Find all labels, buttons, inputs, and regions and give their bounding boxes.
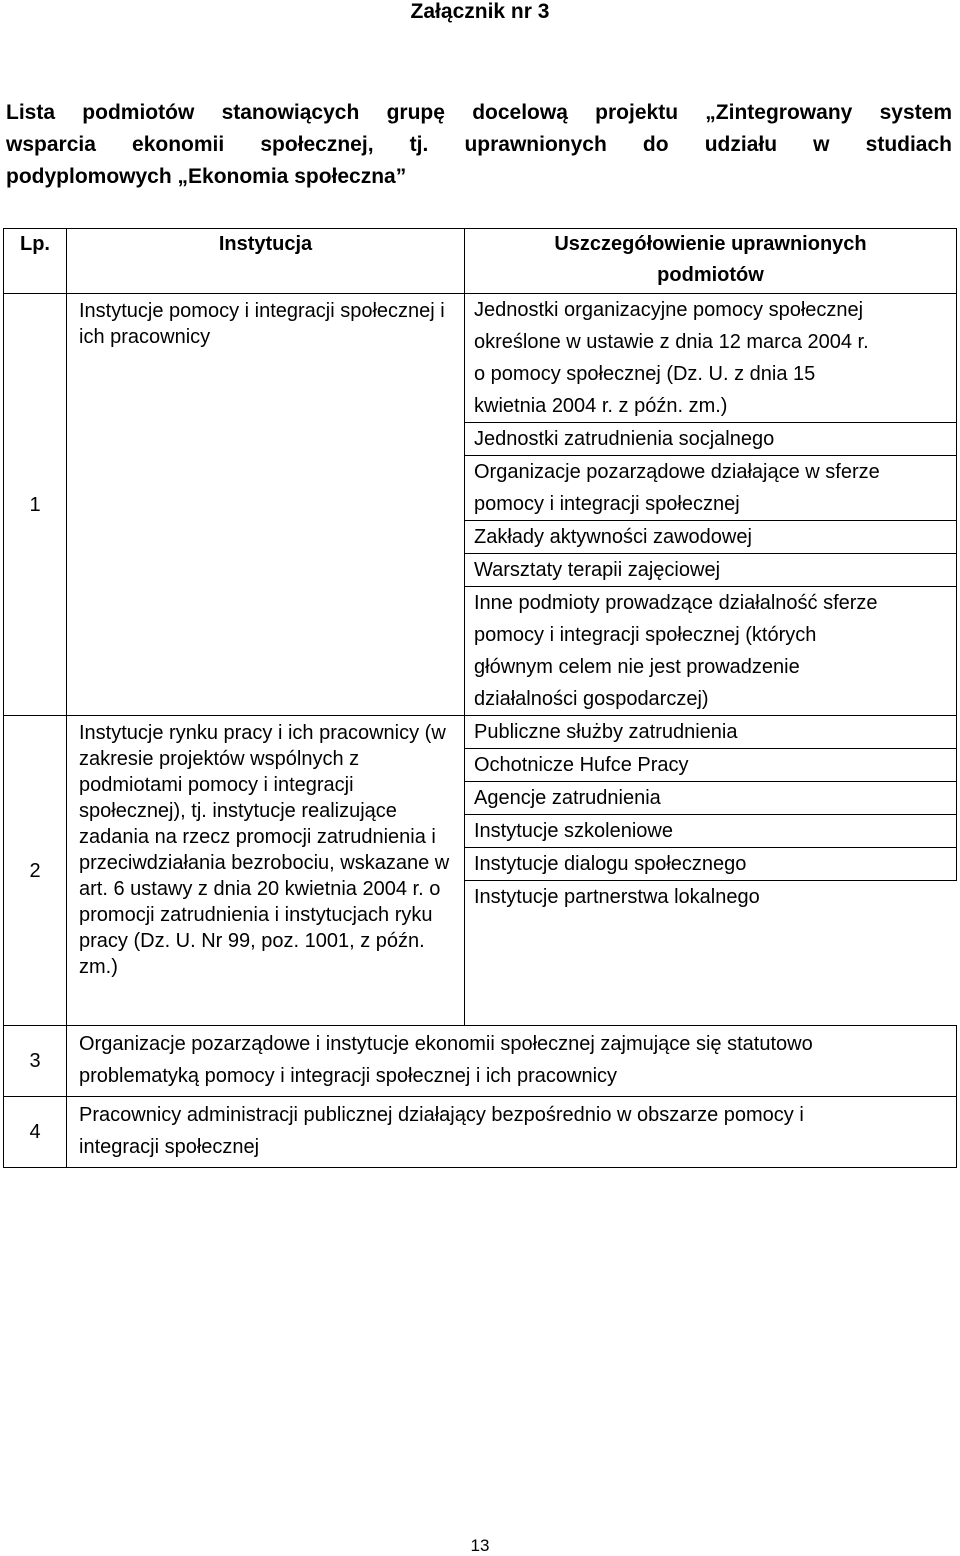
details-cell: Jednostki zatrudnienia socjalnego xyxy=(465,423,957,456)
details-cell: Instytucje szkoleniowe xyxy=(465,815,957,848)
page-title: Załącznik nr 3 xyxy=(410,0,550,23)
details-empty-cell xyxy=(465,913,957,1026)
header-lp: Lp. xyxy=(4,229,67,294)
details-cell: Jednostki organizacyjne pomocy społecznej określone w ustawie z dnia 12 marca 2004 r. o pomocy społecznej (Dz. U. z dnia 15 kwietnia 2004 r. z późn. zm.) xyxy=(465,294,957,423)
table-header-row xyxy=(4,229,957,294)
table-row xyxy=(4,294,957,423)
row-number: 4 xyxy=(4,1097,67,1168)
details-cell: Ochotnicze Hufce Pracy xyxy=(465,749,957,782)
intro-line: Lista podmiotów stanowiących grupę docelową projektu „Zintegrowany system xyxy=(6,101,952,124)
page-number: 13 xyxy=(470,1536,490,1555)
details-cell: Publiczne służby zatrudnienia xyxy=(465,716,957,749)
header-details: Uszczegółowienie uprawnionych podmiotów xyxy=(465,229,957,294)
eligibility-table xyxy=(3,228,957,1168)
header-institution: Instytucja xyxy=(67,229,465,294)
intro-paragraph xyxy=(6,97,952,193)
details-cell: Organizacje pozarządowe działające w sferze pomocy i integracji społecznej xyxy=(465,456,957,521)
table-row xyxy=(4,1097,957,1168)
intro-line: wsparcia ekonomii społecznej, tj. uprawnionych do udziału w studiach xyxy=(6,133,952,156)
details-cell: Inne podmioty prowadzące działalność sferze pomocy i integracji społecznej (których głównym celem nie jest prowadzenie działalności gospodarczej) xyxy=(465,587,957,716)
intro-line: podyplomowych „Ekonomia społeczna” xyxy=(6,165,407,188)
institution-cell: Instytucje pomocy i integracji społecznej i ich pracownicy xyxy=(67,294,465,716)
wide-cell: Organizacje pozarządowe i instytucje ekonomii społecznej zajmujące się statutowo problematyką pomocy i integracji społecznej i ich pracownicy xyxy=(67,1026,957,1097)
row-number: 1 xyxy=(4,294,67,716)
details-cell: Instytucje dialogu społecznego xyxy=(465,848,957,881)
row-number: 2 xyxy=(4,716,67,1026)
details-cell: Zakłady aktywności zawodowej xyxy=(465,521,957,554)
table-row xyxy=(4,1026,957,1097)
details-cell: Warsztaty terapii zajęciowej xyxy=(465,554,957,587)
institution-cell: Instytucje rynku pracy i ich pracownicy (w zakresie projektów wspólnych z podmiotami pomocy i integracji społecznej), tj. instytucje realizujące zadania na rzecz promocji zatrudnienia i przeciwdziałania bezrobociu, wskazane w art. 6 ustawy z dnia 20 kwietnia 2004 r. o promocji zatrudnienia i instytucjach ryku pracy (Dz. U. Nr 99, poz. 1001, z późn. zm.) xyxy=(67,716,465,1026)
details-cell: Instytucje partnerstwa lokalnego xyxy=(474,886,760,908)
row-number: 3 xyxy=(4,1026,67,1097)
wide-cell: Pracownicy administracji publicznej działający bezpośrednio w obszarze pomocy i integracji społecznej xyxy=(67,1097,957,1168)
details-cell: Agencje zatrudnienia xyxy=(465,782,957,815)
table-row xyxy=(4,716,957,749)
